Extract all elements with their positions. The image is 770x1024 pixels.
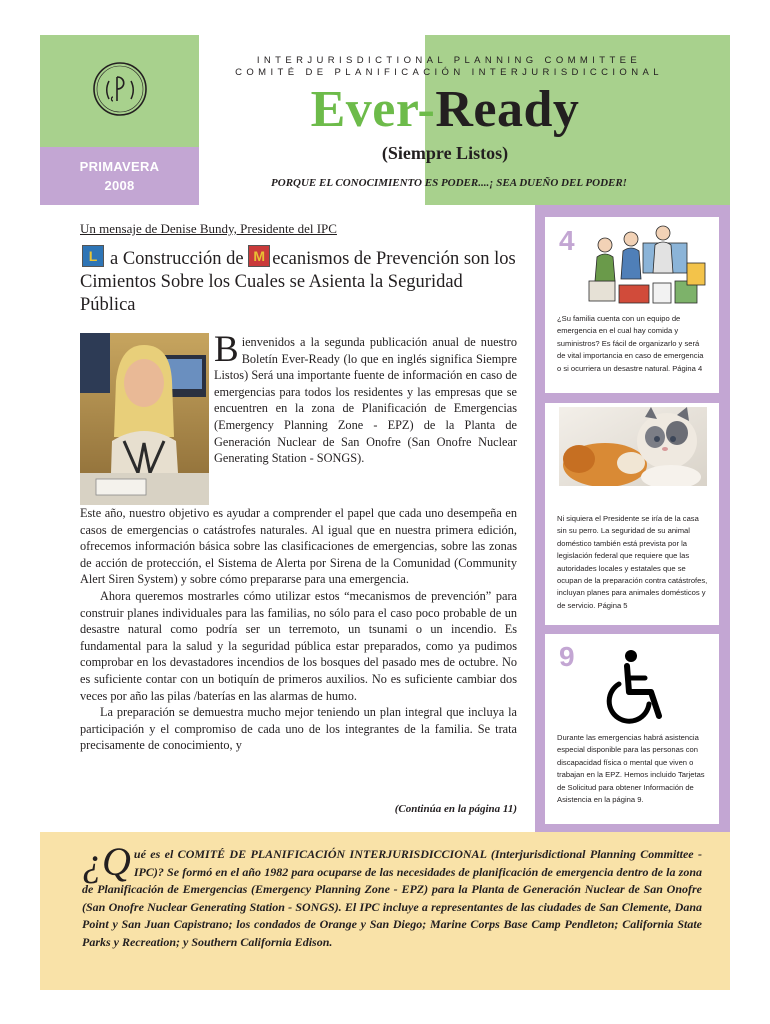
- article-paragraph-2: Ahora queremos mostrarles cómo utilizar estos “mecanismos de prevención” para construir planes individuales para las familias, no sólo para el caso poco probable de un desastre natural como podría ser un terremoto, un tsunami o un incendio. Es fundamental para la salud y la seguridad pública estar preparados, como ya pudimos comprobar en los devastadores incendios de los bosques del pasado mes de octubre. No es suficiente contar con un botiquín de primeros auxilios. No es suficiente cambiar dos veces por año las pilas /baterías en las alarmas de humo.: [80, 588, 517, 703]
- page-number-9: 9: [559, 641, 575, 672]
- headline-part-1: a Construcción de: [110, 249, 244, 269]
- article-intro: [214, 329, 517, 467]
- sidebar-panel-page-9: [545, 634, 719, 824]
- headline-part-2: ecanismos de Prevención son los Cimientos Sobre los Cuales se Asienta la Seguridad Pública: [80, 249, 516, 315]
- season-name: PRIMAVERA: [79, 159, 160, 174]
- article-body: [80, 505, 517, 754]
- ipc-info-body: ué es el COMITÉ DE PLANIFICACIÓN INTERJURISDICCIONAL (Interjurisdictional Planning Committee - IPC)? Se formó en el año 1982 para ocuparse de las necesidades de planificación de emergencia dentro de la zona de Planificación de Emergencias (Emergency Planning Zone - EPZ) para la Planta de Generación Nuclear de San Onofre (San Onofre Nuclear Generating Station - SONGS). El IPC incluye a representantes de las ciudades de San Clemente, Dana Point y San Juan Capistrano; los condados de Orange y San Diego; Marine Corps Base Camp Pendleton; California State Parks y Recreation; y Southern California Edison.: [82, 847, 702, 949]
- ipc-logo: [92, 61, 148, 117]
- sidebar-panel-page-4: [545, 217, 719, 393]
- article-byline: Un mensaje de Denise Bundy, Presidente del IPC: [80, 221, 337, 236]
- title-part-ready: Ready: [435, 81, 580, 138]
- page-number-4: 4: [559, 225, 575, 256]
- season-year: 2008: [104, 178, 135, 193]
- president-portrait-photo: [80, 333, 209, 505]
- sidebar-caption-page-4: ¿Su familia cuenta con un equipo de emergencia en el cual hay comida y suministros? Es fácil de organizarlo y será de vital importancia en caso de emergencia o si ocurriera un desastre natural. Página 4: [557, 314, 704, 373]
- season-label: [40, 157, 199, 195]
- article-drop-cap: B: [214, 329, 239, 370]
- sidebar-panel-page-5: [545, 403, 719, 625]
- article-headline: [80, 245, 520, 317]
- headline-letter-l-icon: L: [82, 245, 104, 267]
- sidebar-caption-page-5: Ni siquiera el Presidente se iría de la casa sin su perro. La seguridad de su animal doméstico también está prevista por la legislación federal que requiere que las autoridades locales y estatales que se ocupan de la preparación contra catástrofes, incluyan planes para animales domésticos y de servicio. Página 5: [557, 514, 708, 610]
- title-part-ever: Ever: [310, 81, 418, 138]
- article-paragraph-1: Este año, nuestro objetivo es ayudar a comprender el papel que cada uno desempeña en casos de emergencias o catástrofes naturales. Al igual que en nuestra primera edición, ofrecemos información básica sobre las clasificaciones de emergencias, sobre las zonas de acción de protección, el Sistema de Alerta por Sirena de la Comunidad (Community Alert Siren System) y sobre cómo prepararse para una emergencia.: [80, 506, 517, 587]
- wheelchair-icon: [597, 648, 669, 724]
- article-paragraph-3: La preparación se demuestra mucho mejor teniendo un plan integral que incluya la participación y el compromiso de cada uno de los integrantes de la familia. Se trata precisamente de conocimiento, y: [80, 705, 517, 753]
- article-intro-text: ienvenidos a la segunda publicación anual de nuestro Boletín Ever-Ready (lo que en inglés significa Siempre Listos) Será una importante fuente de información en caso de emergencias para todos los residentes y las empresas que se encuentren en la zona de Planificación de Emergencias (Emergency Planning Zone - EPZ) de la Planta de Generación Nuclear de San Onofre (San Onofre Nuclear Generating Station - SONGS).: [214, 335, 517, 466]
- ipc-info-drop-cap: ¿Q: [82, 839, 131, 884]
- kitten-and-puppy-photo: [559, 407, 707, 486]
- family-preparing-supplies-illustration: [583, 223, 709, 309]
- sidebar-caption-page-9: Durante las emergencias habrá asistencia especial disponible para las personas con discapacidad física o mental que viven o trabajan en la EPZ. Hemos incluido Tarjetas de Solicitud para obtener Información de Asistencia en la página 9.: [557, 733, 705, 805]
- headline-letter-m-icon: M: [248, 245, 270, 267]
- ipc-info-text: [82, 839, 702, 952]
- title-dash: -: [417, 81, 436, 138]
- newsletter-title: [240, 78, 650, 142]
- committee-name-english: INTERJURISDICTIONAL PLANNING COMMITTEE: [256, 55, 642, 66]
- newsletter-motto: PORQUE EL CONOCIMIENTO ES PODER....¡ SEA DUEÑO DEL PODER!: [271, 177, 627, 189]
- newsletter-subtitle: (Siempre Listos): [381, 143, 509, 163]
- committee-name-spanish: COMITÉ DE PLANIFICACIÓN INTERJURISDICCIONAL: [235, 67, 663, 78]
- continued-note: (Continúa en la página 11): [394, 803, 517, 815]
